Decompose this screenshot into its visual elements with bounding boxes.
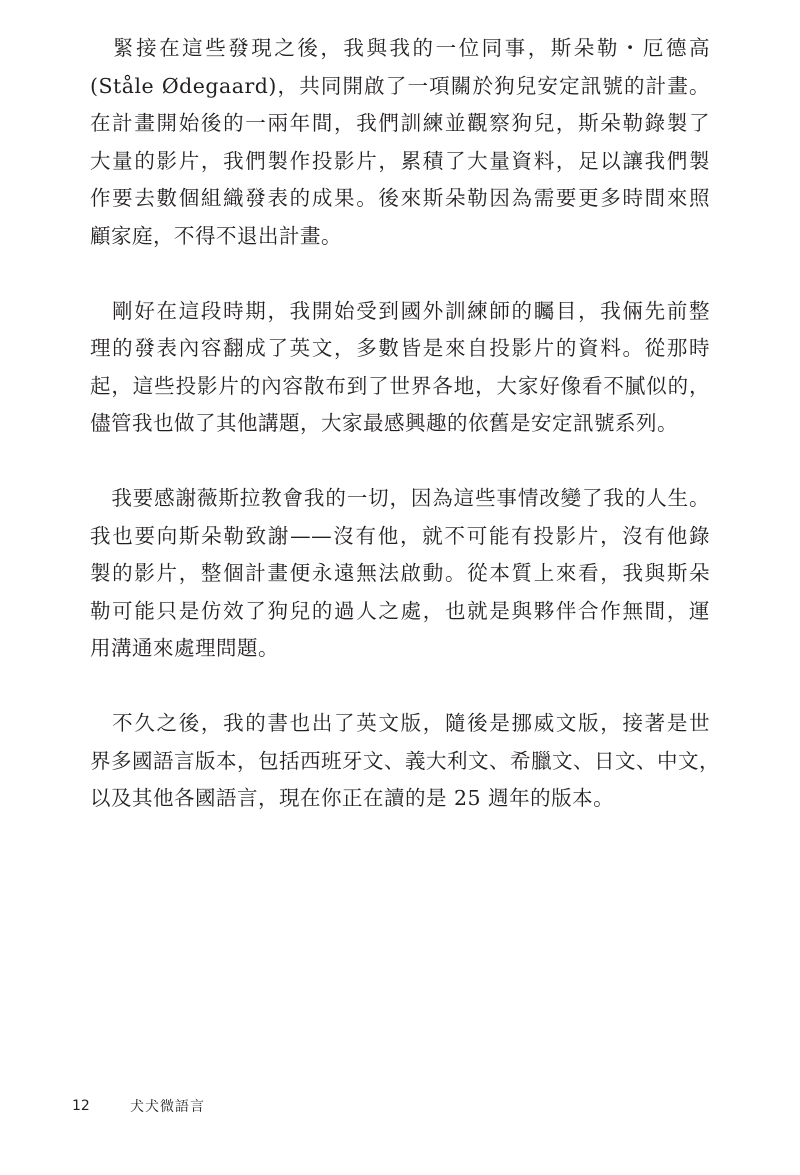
paragraph-4 [90, 705, 720, 818]
text-line: 緊接在這些發現之後，我與我的一位同事，斯朵勒・厄德高 [90, 36, 710, 60]
paragraph-3 [90, 480, 710, 668]
text-line: 勒可能只是仿效了狗兒的過人之處，也就是與夥伴合作無間，運 [90, 598, 710, 623]
paragraph-spacer [90, 443, 710, 481]
text-line: 以及其他各國語言，現在你正在讀的是 25 週年的版本。 [90, 786, 615, 810]
text-line: 起，這些投影片的內容散布到了世界各地，大家好像看不膩似的， [90, 373, 710, 398]
page-number: 12 [72, 1098, 90, 1114]
text-line: 作要去數個組織發表的成果。後來斯朵勒因為需要更多時間來照 [90, 186, 710, 210]
text-line: 用溝通來處理問題。 [90, 636, 279, 660]
paragraph-spacer [90, 255, 710, 293]
text-line: (Ståle Ødegaard)，共同開啟了一項關於狗兒安定訊號的計畫。 [90, 73, 710, 98]
paragraph-spacer [90, 668, 710, 706]
paragraph-2 [90, 293, 710, 443]
running-book-title: 犬犬微語言 [130, 1099, 205, 1115]
text-line: 不久之後，我的書也出了英文版，隨後是挪威文版，接著是世 [90, 711, 710, 735]
paragraph-1 [90, 30, 710, 255]
text-line: 在計畫開始後的一兩年間，我們訓練並觀察狗兒，斯朵勒錄製了 [90, 111, 710, 135]
text-line: 剛好在這段時期，我開始受到國外訓練師的矚目，我倆先前整 [90, 298, 710, 323]
text-line: 我也要向斯朵勒致謝——沒有他，就不可能有投影片，沒有他錄 [90, 523, 710, 548]
text-line: 顧家庭，不得不退出計畫。 [90, 223, 342, 248]
text-line: 理的發表內容翻成了英文，多數皆是來自投影片的資料。從那時 [90, 336, 710, 360]
page-footer [72, 1094, 205, 1118]
text-line: 儘管我也做了其他講題，大家最感興趣的依舊是安定訊號系列。 [90, 411, 678, 435]
text-line: 製的影片，整個計畫便永遠無法啟動。從本質上來看，我與斯朵 [90, 561, 710, 585]
text-line: 我要感謝薇斯拉教會我的一切，因為這些事情改變了我的人生。 [90, 486, 710, 510]
text-line: 大量的影片，我們製作投影片，累積了大量資料，足以讓我們製 [90, 148, 710, 173]
text-line: 界多國語言版本，包括西班牙文、義大利文、希臘文、日文、中文， [90, 748, 720, 773]
book-page-body [90, 30, 720, 818]
